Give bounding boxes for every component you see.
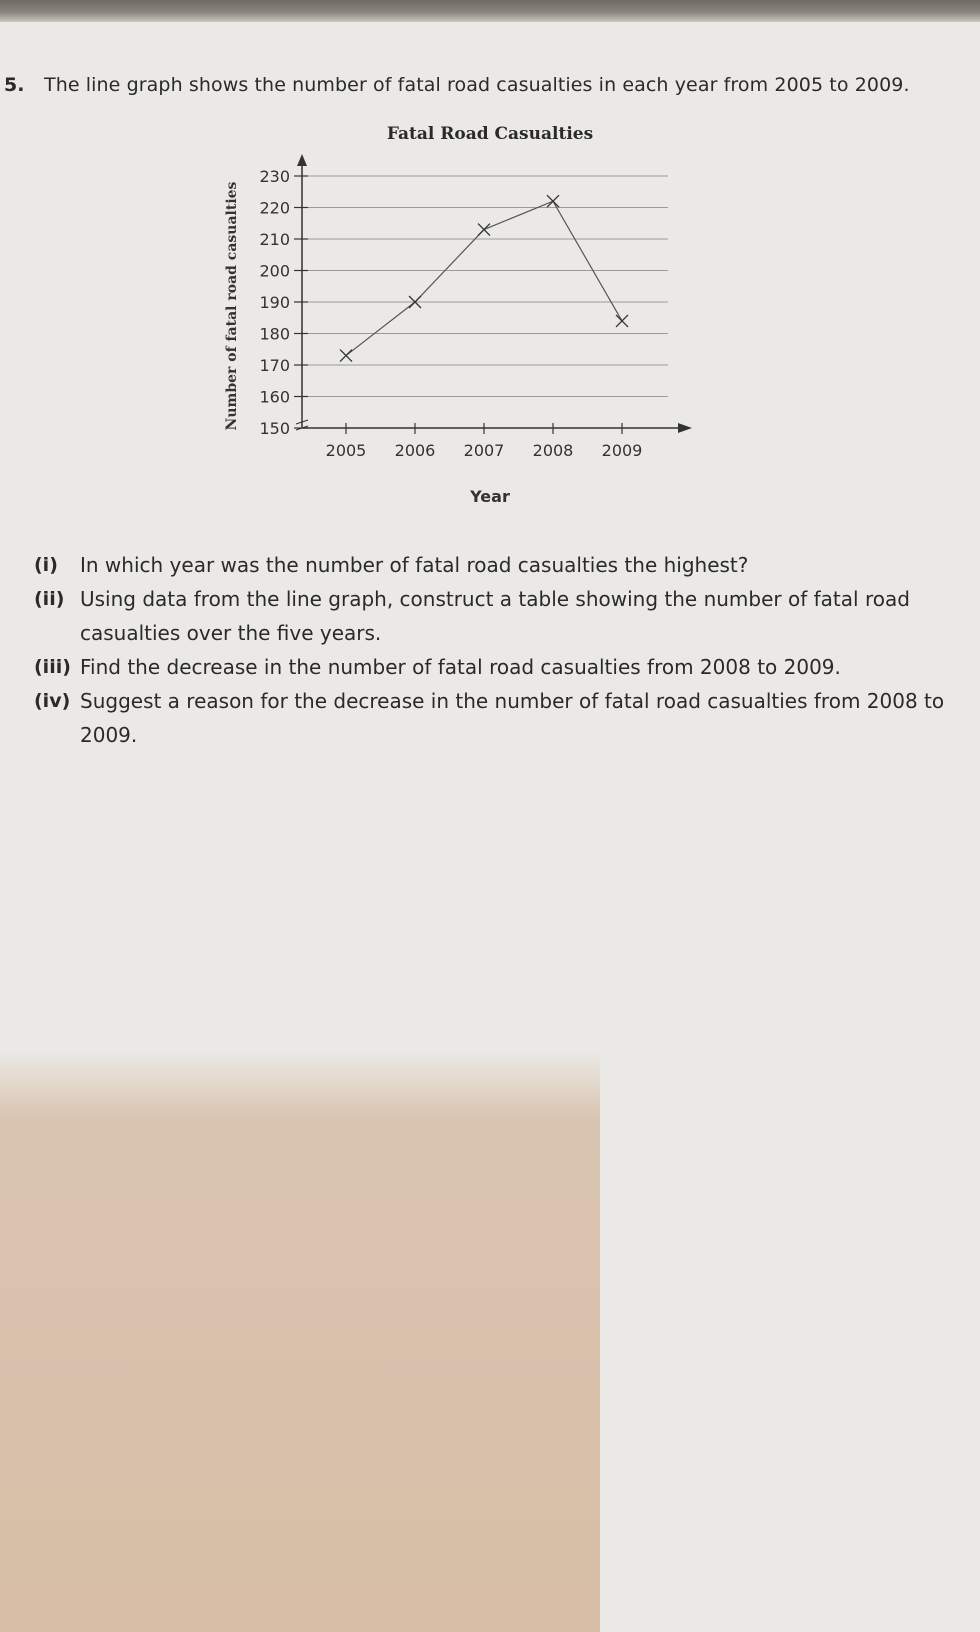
line-chart [0,0,980,520]
part-iii [34,650,974,684]
part-i-number: (i) [34,554,58,576]
y-tick-label: 170 [259,356,290,375]
y-tick-label: 150 [259,419,290,438]
y-tick-label: 230 [259,167,290,186]
y-tick-label: 190 [259,293,290,312]
y-tick-label: 160 [259,387,290,407]
y-tick-label: 200 [259,261,290,281]
x-tick-label: 2006 [394,441,436,460]
x-axis-arrow [678,423,692,433]
y-axis-label: Number of fatal road casualties [224,181,240,431]
chart-title: Fatal Road Casualties [386,124,594,144]
part-iii-text: Find the decrease in the number of fatal road casualties from 2008 to 2009. [80,655,841,679]
part-ii-number: (ii) [34,588,65,610]
photo-shadow [0,1050,600,1632]
data-point-marker [547,195,559,207]
data-point-marker [340,350,352,362]
question-number: 5. [4,74,25,96]
y-ticks [259,167,308,438]
part-iv-text: Suggest a reason for the decrease in the number of fatal road casualties from 2008 to 2009. [80,689,945,747]
question-intro: The line graph shows the number of fatal road casualties in each year from 2005 to 2009. [44,74,910,96]
x-tick-label: 2007 [463,441,505,460]
x-tick-label: 2005 [325,441,367,460]
part-ii-text: Using data from the line graph, construct a table showing the number of fatal road casualties over the five years. [80,587,910,645]
x-tick-label: 2009 [601,441,643,460]
part-ii [34,582,974,650]
question-parts [34,548,974,752]
y-tick-label: 180 [259,324,290,344]
part-i-text: In which year was the number of fatal road casualties the highest? [80,553,749,577]
part-iv [34,684,974,752]
x-tick-label: 2008 [532,441,574,460]
data-point-marker [616,315,628,327]
series-line [346,201,622,355]
grid-lines [302,176,668,397]
x-axis-label: Year [470,487,510,506]
part-i [34,548,974,582]
axes [296,154,692,433]
y-tick-label: 210 [259,230,290,249]
part-iv-number: (iv) [34,690,71,712]
y-axis-arrow [297,154,307,166]
part-iii-number: (iii) [34,656,71,678]
y-tick-label: 220 [259,198,290,218]
series [340,195,628,361]
data-point-marker [478,224,490,236]
